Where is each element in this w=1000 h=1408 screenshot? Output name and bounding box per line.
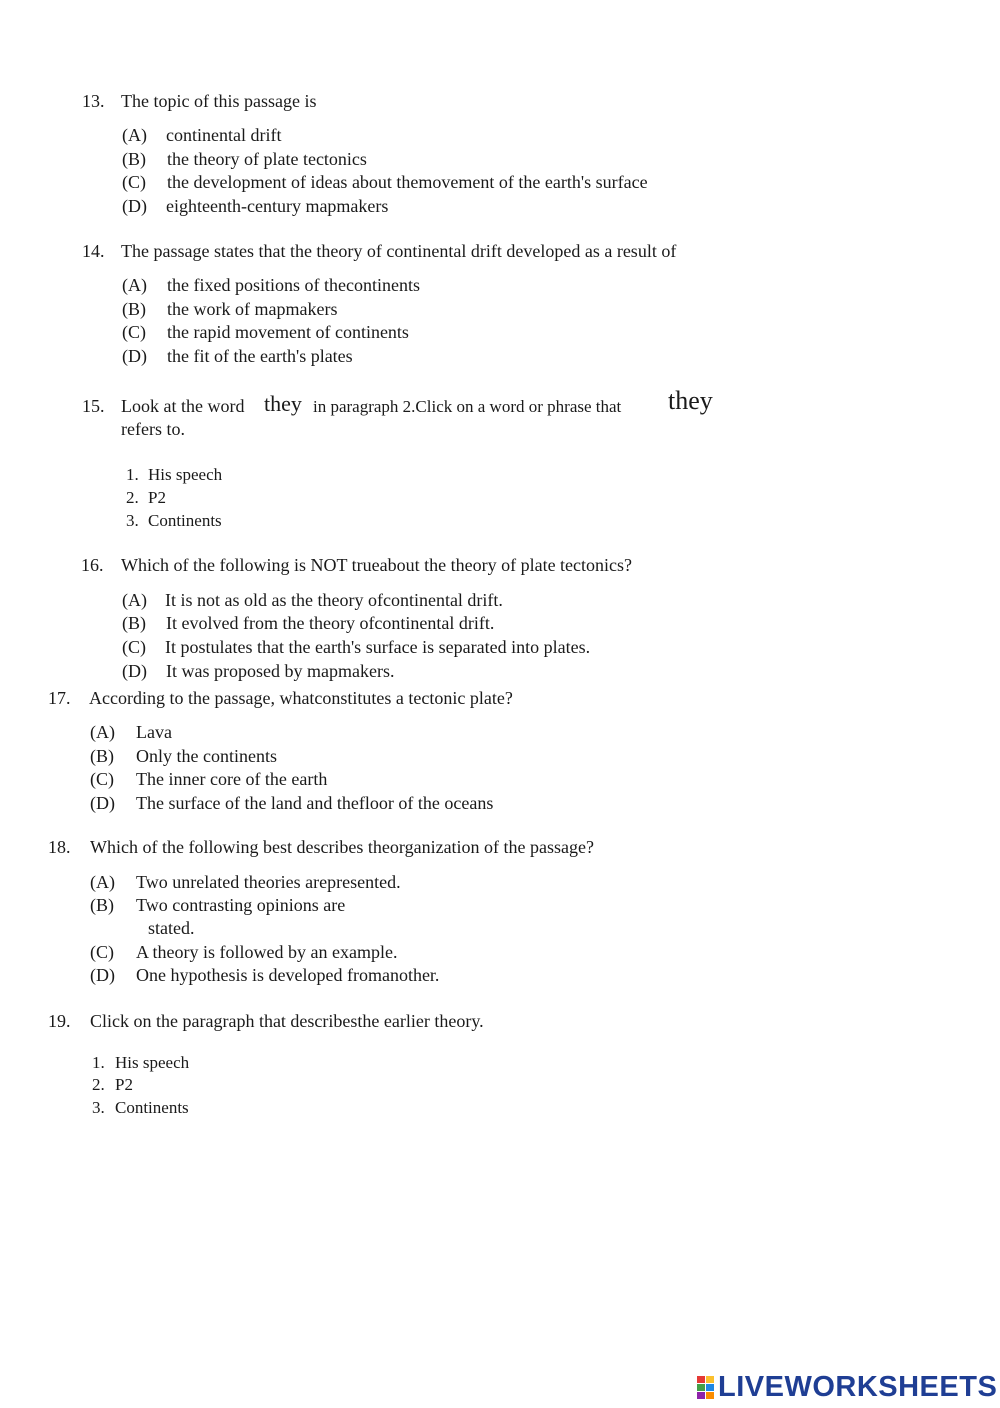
logo-icon [697,1376,714,1399]
option-letter[interactable]: (B) [90,746,114,766]
question-text: Which of the following best describes theorganization of the passage? [90,837,595,857]
question-number: 19. [48,1011,71,1031]
option-text[interactable]: Two contrasting opinions are [136,895,346,915]
option-text[interactable]: It postulates that the earth's surface is separated into plates. [165,637,591,657]
option-text[interactable]: Lava [136,722,172,742]
option-letter[interactable]: (A) [122,590,147,610]
answer-number[interactable]: 3. [126,511,139,530]
option-letter[interactable]: (C) [122,322,146,342]
answer-number[interactable]: 2. [126,488,139,507]
option-letter[interactable]: (B) [122,613,146,633]
question-number: 14. [82,241,105,261]
question-number: 16. [81,555,104,575]
highlighted-word: they [668,386,713,415]
option-text[interactable]: It was proposed by mapmakers. [166,661,395,681]
question-text: Look at the word [121,396,245,416]
answer-choice[interactable]: Continents [115,1098,189,1117]
option-text[interactable]: the rapid movement of continents [167,322,409,342]
answer-number[interactable]: 3. [92,1098,105,1117]
option-text[interactable]: the fixed positions of thecontinents [167,275,420,295]
logo-text: LIVEWORKSHEETS [718,1370,998,1403]
option-letter[interactable]: (D) [90,965,115,985]
question-text: The passage states that the theory of continental drift developed as a result of [121,241,677,261]
question-number: 15. [82,396,105,416]
option-text[interactable]: the work of mapmakers [167,299,338,319]
option-letter[interactable]: (C) [122,172,146,192]
option-text[interactable]: the theory of plate tectonics [167,149,367,169]
option-letter[interactable]: (A) [90,722,115,742]
option-letter[interactable]: (A) [90,872,115,892]
answer-choice[interactable]: P2 [148,488,166,507]
option-letter[interactable]: (D) [122,661,147,681]
question-text: in paragraph 2.Click on a word or phrase that [313,397,622,416]
option-letter[interactable]: (A) [122,125,147,145]
option-letter[interactable]: (C) [90,942,114,962]
highlighted-word: they [264,391,302,416]
question-number: 18. [48,837,71,857]
answer-number[interactable]: 2. [92,1075,105,1094]
answer-choice[interactable]: P2 [115,1075,133,1094]
option-letter[interactable]: (D) [122,196,147,216]
option-text[interactable]: One hypothesis is developed fromanother. [136,965,440,985]
option-text[interactable]: It is not as old as the theory ofcontinental drift. [165,590,503,610]
answer-choice[interactable]: His speech [148,465,223,484]
liveworksheets-logo [697,1372,997,1402]
answer-number[interactable]: 1. [92,1053,105,1072]
option-text[interactable]: the development of ideas about themovement of the earth's surface [167,172,648,192]
option-text[interactable]: Two unrelated theories arepresented. [136,872,401,892]
option-text[interactable]: Only the continents [136,746,277,766]
option-letter[interactable]: (C) [90,769,114,789]
option-letter[interactable]: (B) [90,895,114,915]
question-text: According to the passage, whatconstitutes a tectonic plate? [89,688,513,708]
option-text[interactable]: the fit of the earth's plates [167,346,353,366]
question-text: The topic of this passage is [121,91,317,111]
question-text: Which of the following is NOT trueabout the theory of plate tectonics? [121,555,633,575]
option-text[interactable]: eighteenth-century mapmakers [166,196,389,216]
question-number: 13. [82,91,105,111]
question-text: refers to. [121,419,185,439]
option-text[interactable]: continental drift [166,125,282,145]
option-text[interactable]: The surface of the land and thefloor of the oceans [136,793,494,813]
option-text[interactable]: The inner core of the earth [136,769,328,789]
option-text[interactable]: It evolved from the theory ofcontinental drift. [166,613,495,633]
option-text-continuation[interactable]: stated. [148,918,195,938]
option-letter[interactable]: (D) [122,346,147,366]
option-letter[interactable]: (C) [122,637,146,657]
option-letter[interactable]: (D) [90,793,115,813]
option-text[interactable]: A theory is followed by an example. [136,942,398,962]
question-text: Click on the paragraph that describesthe earlier theory. [90,1011,484,1031]
answer-choice[interactable]: Continents [148,511,222,530]
answer-choice[interactable]: His speech [115,1053,190,1072]
option-letter[interactable]: (A) [122,275,147,295]
option-letter[interactable]: (B) [122,299,146,319]
option-letter[interactable]: (B) [122,149,146,169]
answer-number[interactable]: 1. [126,465,139,484]
question-number: 17. [48,688,71,708]
